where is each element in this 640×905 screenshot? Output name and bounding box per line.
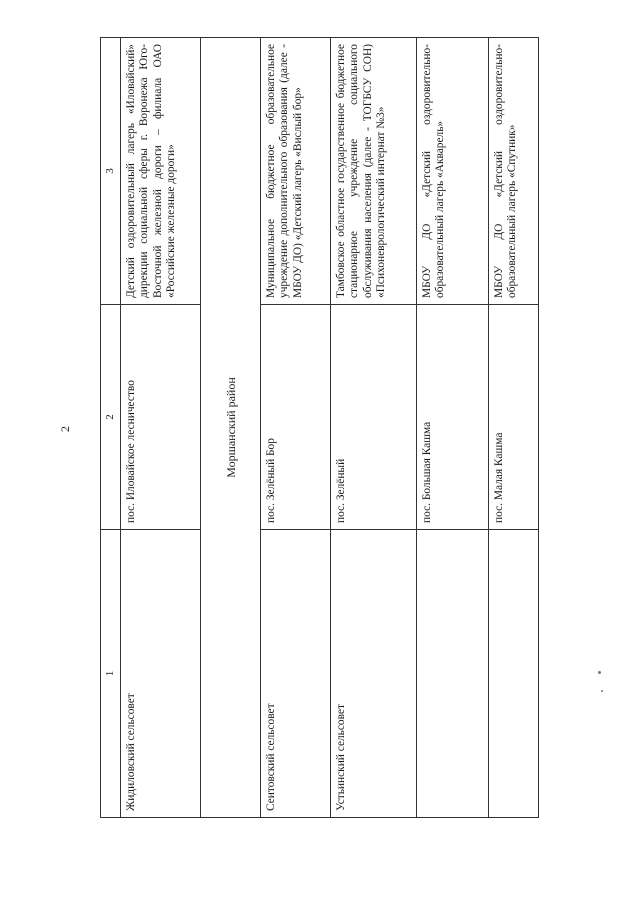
cell-institution: Тамбовское областное государственное бюджетное стационарное учреждение социального обслуживания населения (далее - ТОГБСУ СОН) «Психоневрологический интернат №3» — [331, 38, 417, 305]
cell-institution: МБОУ ДО «Детский оздоровительно-образовательный лагерь «Акварель» — [417, 38, 489, 305]
column-header-2: 2 — [101, 305, 121, 530]
table-row — [417, 38, 489, 818]
cell-council — [489, 530, 539, 818]
region-title: Моршанский район — [201, 38, 261, 818]
page-number: 2 — [58, 426, 72, 432]
table-header-row — [101, 38, 121, 818]
table-row — [489, 38, 539, 818]
scan-speck — [598, 671, 601, 674]
cell-institution: МБОУ ДО «Детский оздоровительно-образовательный лагерь «Спутник» — [489, 38, 539, 305]
cell-council: Сеитовский сельсовет — [261, 530, 331, 818]
cell-council: Жидиловский сельсовет — [121, 530, 201, 818]
cell-settlement: пос. Зелёный Бор — [261, 305, 331, 530]
cell-institution: Муниципальное бюджетное образовательное учреждение дополнительного образования (далее - МБОУ ДО) «Детский лагерь «Вислый бор» — [261, 38, 331, 305]
cell-council: Устьинский сельсовет — [331, 530, 417, 818]
data-table — [100, 37, 539, 818]
scan-speck — [601, 690, 603, 692]
table-row — [121, 38, 201, 818]
cell-settlement: пос. Большая Кашма — [417, 305, 489, 530]
cell-settlement: пос. Иловайское лесничество — [121, 305, 201, 530]
column-header-3: 3 — [101, 38, 121, 305]
region-row — [201, 38, 261, 818]
table-row — [261, 38, 331, 818]
table-row — [331, 38, 417, 818]
cell-settlement: пос. Зелёный — [331, 305, 417, 530]
cell-settlement: пос. Малая Кашма — [489, 305, 539, 530]
cell-institution: Детский оздоровительный лагерь «Иловайский» дирекции социальной сферы г. Воронежа Юго-Восточной железной дороги – филиала ОАО «Российские железные дороги» — [121, 38, 201, 305]
cell-council — [417, 530, 489, 818]
column-header-1: 1 — [101, 530, 121, 818]
table-container — [100, 38, 538, 818]
